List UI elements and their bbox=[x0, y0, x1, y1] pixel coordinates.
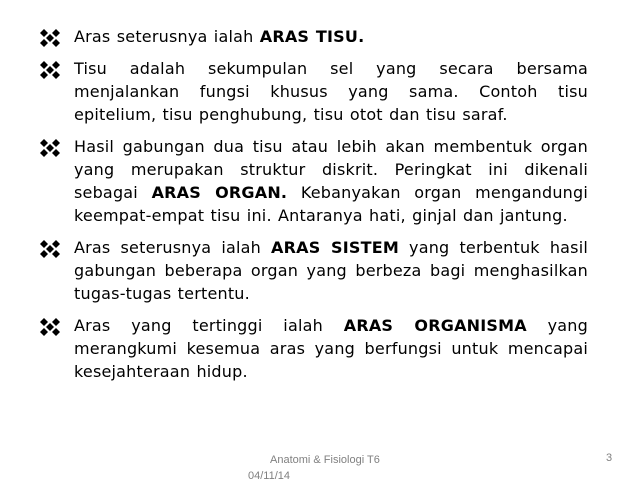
bold-term: ARAS SISTEM bbox=[271, 238, 399, 257]
bold-term: ARAS ORGANISMA bbox=[343, 316, 527, 335]
bullet-item bbox=[36, 314, 588, 383]
bullet-list bbox=[36, 25, 588, 392]
text-run: Aras yang tertinggi ialah bbox=[74, 316, 344, 335]
bullet-text bbox=[74, 25, 588, 48]
footer-date: 04/11/14 bbox=[248, 470, 291, 482]
text-run: Hasil gabungan dua tisu atau lebih akan membentuk organ yang merupakan struktur diskrit. Peringkat ini dikenali sebagai bbox=[74, 137, 588, 202]
diamond-bullet-icon bbox=[38, 318, 62, 336]
diamond-bullet-icon bbox=[38, 61, 62, 79]
bold-term: ARAS TISU. bbox=[259, 27, 365, 46]
text-run: Aras seterusnya ialah bbox=[74, 238, 272, 257]
bullet-text bbox=[74, 236, 588, 305]
text-run: yang terbentuk hasil gabungan beberapa organ yang berbeza bagi menghasilkan tugas-tugas tertentu. bbox=[74, 238, 588, 303]
bullet-text bbox=[74, 314, 588, 383]
footer-title: Anatomi & Fisiologi T6 bbox=[270, 454, 380, 466]
text-run: Tisu adalah sekumpulan sel yang secara bersama menjalankan fungsi khusus yang sama. Contoh tisu epitelium, tisu penghubung, tisu otot dan tisu saraf. bbox=[74, 59, 588, 124]
text-run: yang merangkumi kesemua aras yang berfungsi untuk mencapai kesejahteraan hidup. bbox=[74, 316, 589, 381]
text-run: Aras seterusnya ialah bbox=[74, 27, 260, 46]
page-number: 3 bbox=[606, 452, 613, 464]
text-run: Kebanyakan organ mengandungi keempat-empat tisu ini. Antaranya hati, ginjal dan jantung. bbox=[74, 183, 588, 225]
bold-term: ARAS ORGAN. bbox=[151, 183, 288, 202]
diamond-bullet-icon bbox=[38, 29, 62, 47]
diamond-bullet-icon bbox=[38, 139, 62, 157]
bullet-text bbox=[74, 57, 588, 126]
bullet-item bbox=[36, 135, 588, 227]
bullet-text bbox=[74, 135, 588, 227]
bullet-item bbox=[36, 25, 588, 48]
diamond-bullet-icon bbox=[38, 240, 62, 258]
bullet-item bbox=[36, 236, 588, 305]
bullet-item bbox=[36, 57, 588, 126]
